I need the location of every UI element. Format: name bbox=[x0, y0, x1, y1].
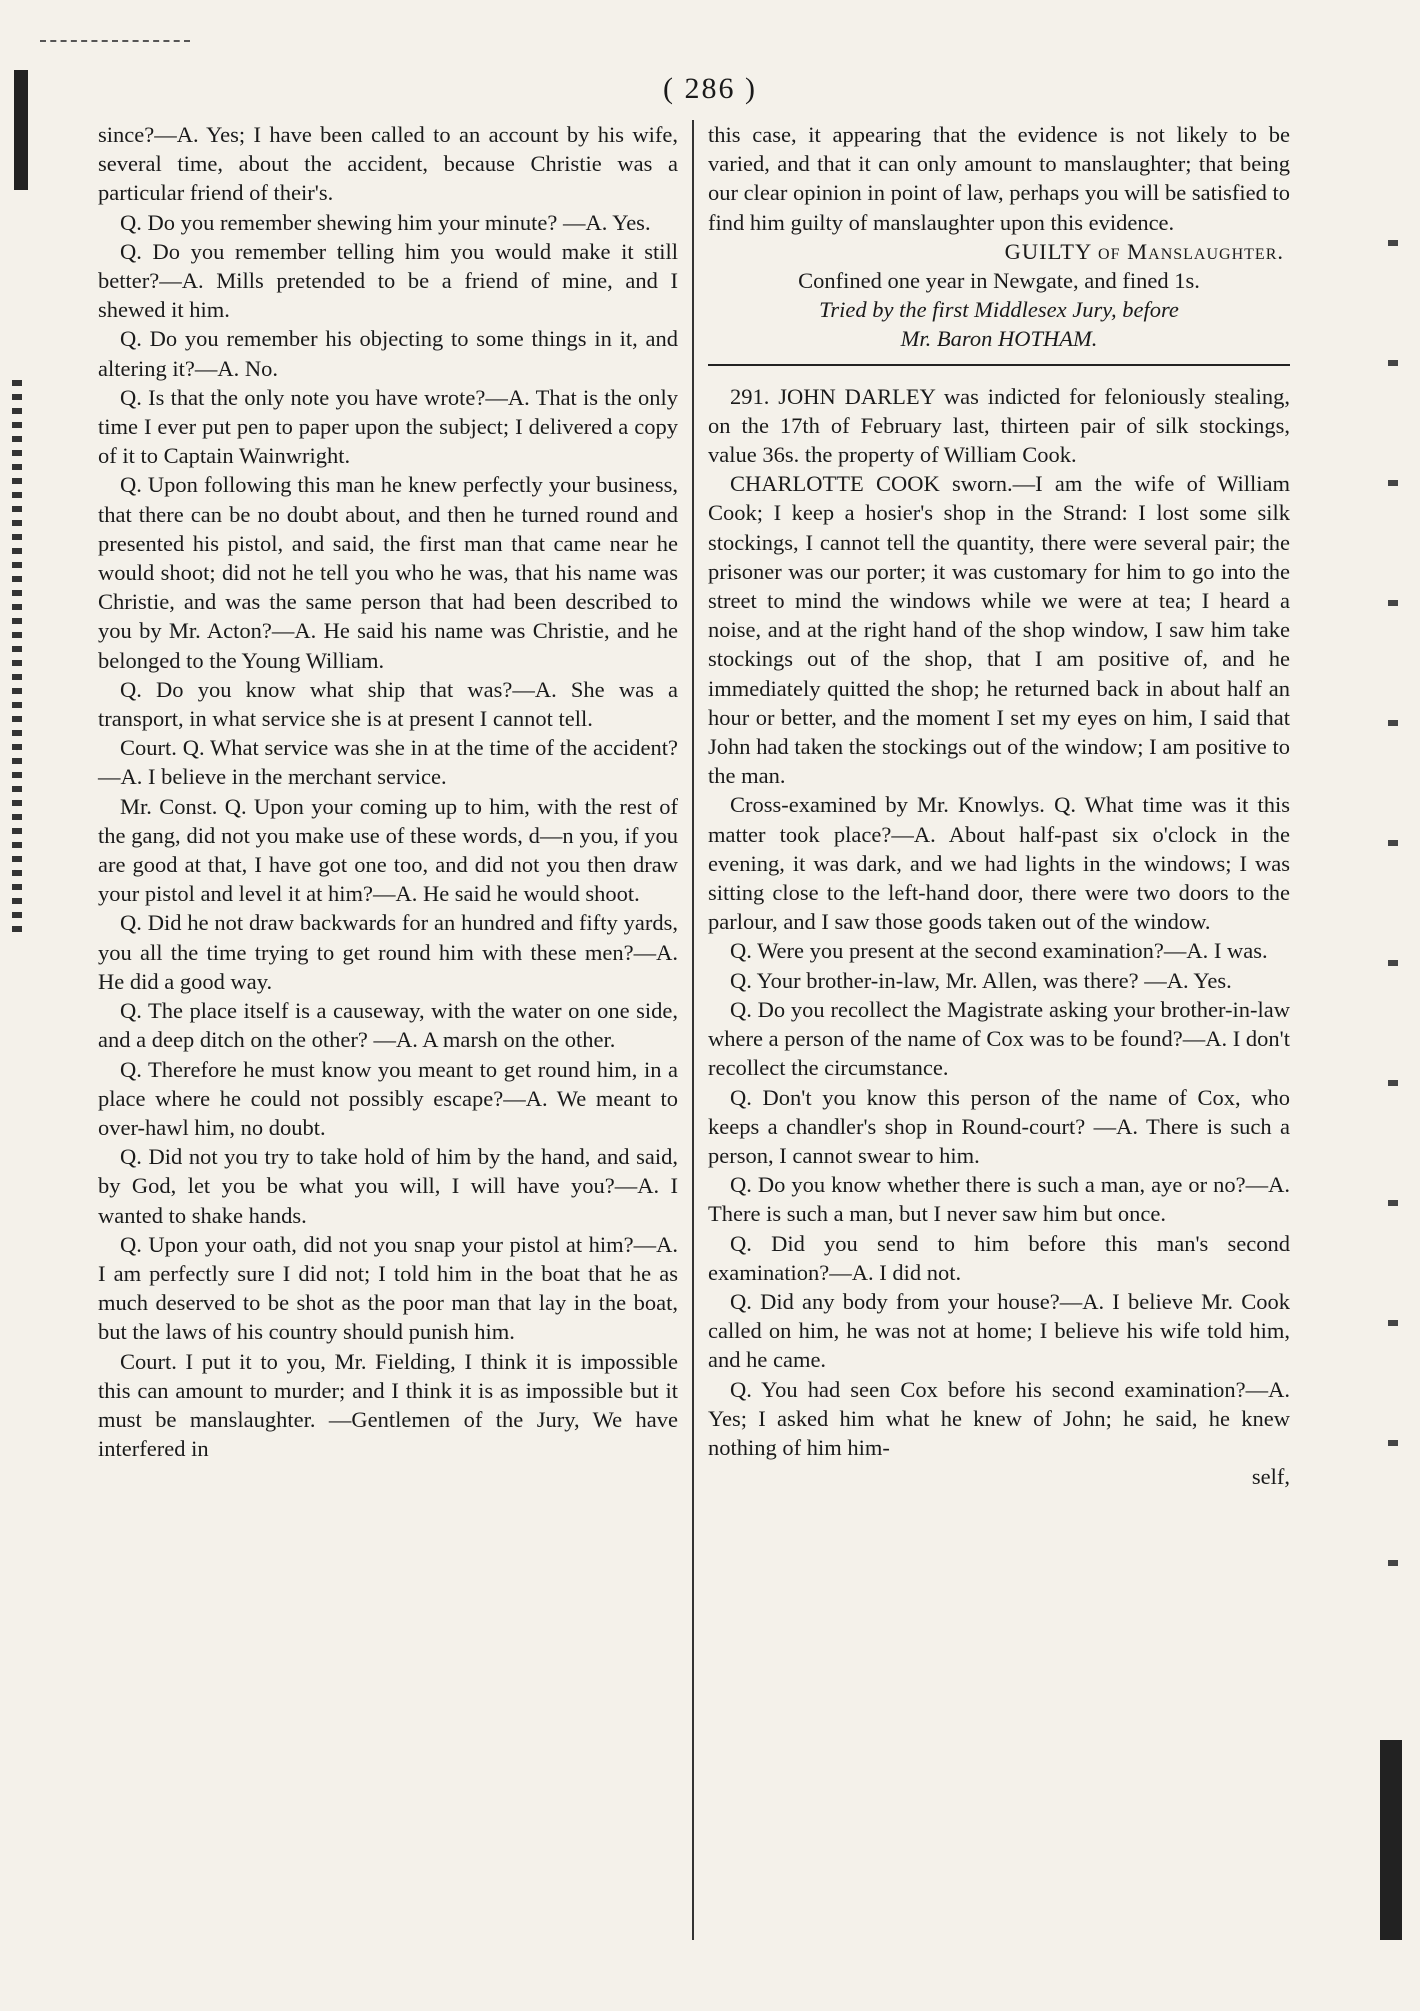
paragraph: Q. Upon following this man he knew perfectly your business, that there can be no doubt about, and then he turned round and presented his pistol, and said, the first man that came near he would shoot; did not he tell you who he was, that his name was Christie, and was the same person that had been described to you by Mr. Acton?—A. He said his name was Christie, and he belonged to the Young William. bbox=[98, 472, 678, 673]
paragraph: Q. Did any body from your house?—A. I believe Mr. Cook called on him, he was not at home; I believe his wife told him, and he came. bbox=[708, 1288, 1290, 1373]
right-column bbox=[708, 120, 1290, 1491]
paragraph: Q. You had seen Cox before his second examination?—A. Yes; I asked him what he knew of John; he said, he knew nothing of him him- bbox=[708, 1376, 1290, 1460]
page-edge-mark bbox=[1388, 180, 1398, 1680]
verdict bbox=[708, 237, 1290, 266]
paragraph: Cross-examined by Mr. Knowlys. Q. What time was it this matter took place?—A. About half-past six o'clock in the evening, it was dark, and we had lights in the windows; I was sitting close to the left-hand door, there were two doors to the parlour, and I saw those goods taken out of the window. bbox=[708, 792, 1290, 935]
judge-line-text: Mr. Baron HOTHAM. bbox=[900, 326, 1098, 352]
paragraph: Q. The place itself is a causeway, with the water on one side, and a deep ditch on the other? —A. A marsh on the other. bbox=[98, 998, 678, 1053]
page-number: ( 286 ) bbox=[663, 72, 757, 105]
paragraph: Q. Do you know what ship that was?—A. She was a transport, in what service she is at present I cannot tell. bbox=[98, 676, 678, 732]
paragraph: since?—A. Yes; I have been called to an account by his wife, several time, about the accident, because Christie was a particular friend of their's. bbox=[98, 122, 678, 206]
paragraph: Q. Do you remember his objecting to some things in it, and altering it?—A. No. bbox=[98, 326, 678, 381]
paragraph: this case, it appearing that the evidence is not likely to be varied, and that it can only amount to manslaughter; that being our clear opinion in point of law, perhaps you will be satisfied to find him guilty of manslaughter upon this evidence. bbox=[708, 122, 1290, 235]
paragraph: Q. Upon your oath, did not you snap your pistol at him?—A. I am perfectly sure I did not; I told him in the boat that he as much deserved to be shot as the poor man that lay in the boat, but the laws of his country should punish him. bbox=[98, 1231, 678, 1345]
paragraph: Mr. Const. Q. Upon your coming up to him, with the rest of the gang, did not you make use of these words, d—n you, if you are good at that, I have got one too, and did not you then draw your pistol and level it at him?—A. He said he would shoot. bbox=[98, 793, 678, 907]
paragraph: Q. Do you remember shewing him your minute? —A. Yes. bbox=[120, 209, 651, 235]
paragraph: Court. I put it to you, Mr. Fielding, I think it is impossible this can amount to murder; and I think it is as impossible but it must be manslaughter. —Gentlemen of the Jury, We have interfered in bbox=[98, 1348, 678, 1462]
paragraph: Q. Were you present at the second examination?—A. I was. bbox=[730, 938, 1268, 964]
binding-edge-mark bbox=[12, 380, 22, 940]
paragraph: Q. Is that the only note you have wrote?—A. That is the only time I ever put pen to paper upon the subject; I delivered a copy of it to Captain Wainwright. bbox=[98, 384, 678, 469]
paragraph: CHARLOTTE COOK sworn.—I am the wife of William Cook; I keep a hosier's shop in the Strand: I lost some silk stockings, I cannot tell the quantity, there were several pair; the prisoner was our porter; it was customary for him to go into the street to mind the windows while we were at tea; I heard a noise, and at the right hand of the shop window, I saw him take stockings out of the shop, that I am positive of, and he immediately quitted the shop; he returned back in about half an hour or better, and the moment I set my eyes on him, I said that John had taken the stockings out of the window; I am positive to the man. bbox=[708, 471, 1290, 789]
paragraph: Q. Therefore he must know you meant to get round him, in a place where he could not possibly escape?—A. We meant to over-hawl him, no doubt. bbox=[98, 1056, 678, 1140]
tried-line bbox=[708, 295, 1290, 324]
section-rule bbox=[708, 364, 1290, 366]
column-divider bbox=[692, 120, 694, 1940]
paragraph: Q. Don't you know this person of the name of Cox, who keeps a chandler's shop in Round-court? —A. There is such a person, I cannot swear to him. bbox=[708, 1084, 1290, 1168]
paragraph: Q. Did you send to him before this man's second examination?—A. I did not. bbox=[708, 1230, 1290, 1285]
paragraph: Q. Do you know whether there is such a man, aye or no?—A. There is such a man, but I never saw him but once. bbox=[708, 1172, 1290, 1227]
verdict-text: GUILTY of Manslaughter. bbox=[1004, 238, 1284, 264]
sentence: Confined one year in Newgate, and fined 1s. bbox=[798, 268, 1200, 294]
catchword: self, bbox=[1251, 1464, 1290, 1490]
tried-line-text: Tried by the first Middlesex Jury, before bbox=[819, 297, 1179, 323]
paragraph: Q. Your brother-in-law, Mr. Allen, was there? —A. Yes. bbox=[730, 967, 1232, 993]
paragraph: Q. Do you remember telling him you would make it still better?—A. Mills pretended to be a friend of mine, and I shewed it him. bbox=[98, 238, 678, 323]
paragraph: Q. Did not you try to take hold of him by the hand, and said, by God, let you be what you will, I will have you?—A. I wanted to shake hands. bbox=[98, 1144, 678, 1228]
judge-line bbox=[708, 324, 1290, 353]
case-heading: 291. JOHN DARLEY was indicted for feloniously stealing, on the 17th of February last, thirteen pair of silk stockings, value 36s. the property of William Cook. bbox=[708, 383, 1290, 468]
paragraph: Q. Did he not draw backwards for an hundred and fifty yards, you all the time trying to get round him with these men?—A. He did a good way. bbox=[98, 910, 678, 994]
paragraph: Court. Q. What service was she in at the time of the accident?—A. I believe in the merchant service. bbox=[98, 735, 678, 790]
left-column bbox=[98, 120, 678, 1463]
top-rule bbox=[40, 40, 190, 42]
page-edge-mark bbox=[1380, 1740, 1402, 1940]
paragraph: Q. Do you recollect the Magistrate asking your brother-in-law where a person of the name of Cox was to be found?—A. I don't recollect the circumstance. bbox=[708, 996, 1290, 1081]
